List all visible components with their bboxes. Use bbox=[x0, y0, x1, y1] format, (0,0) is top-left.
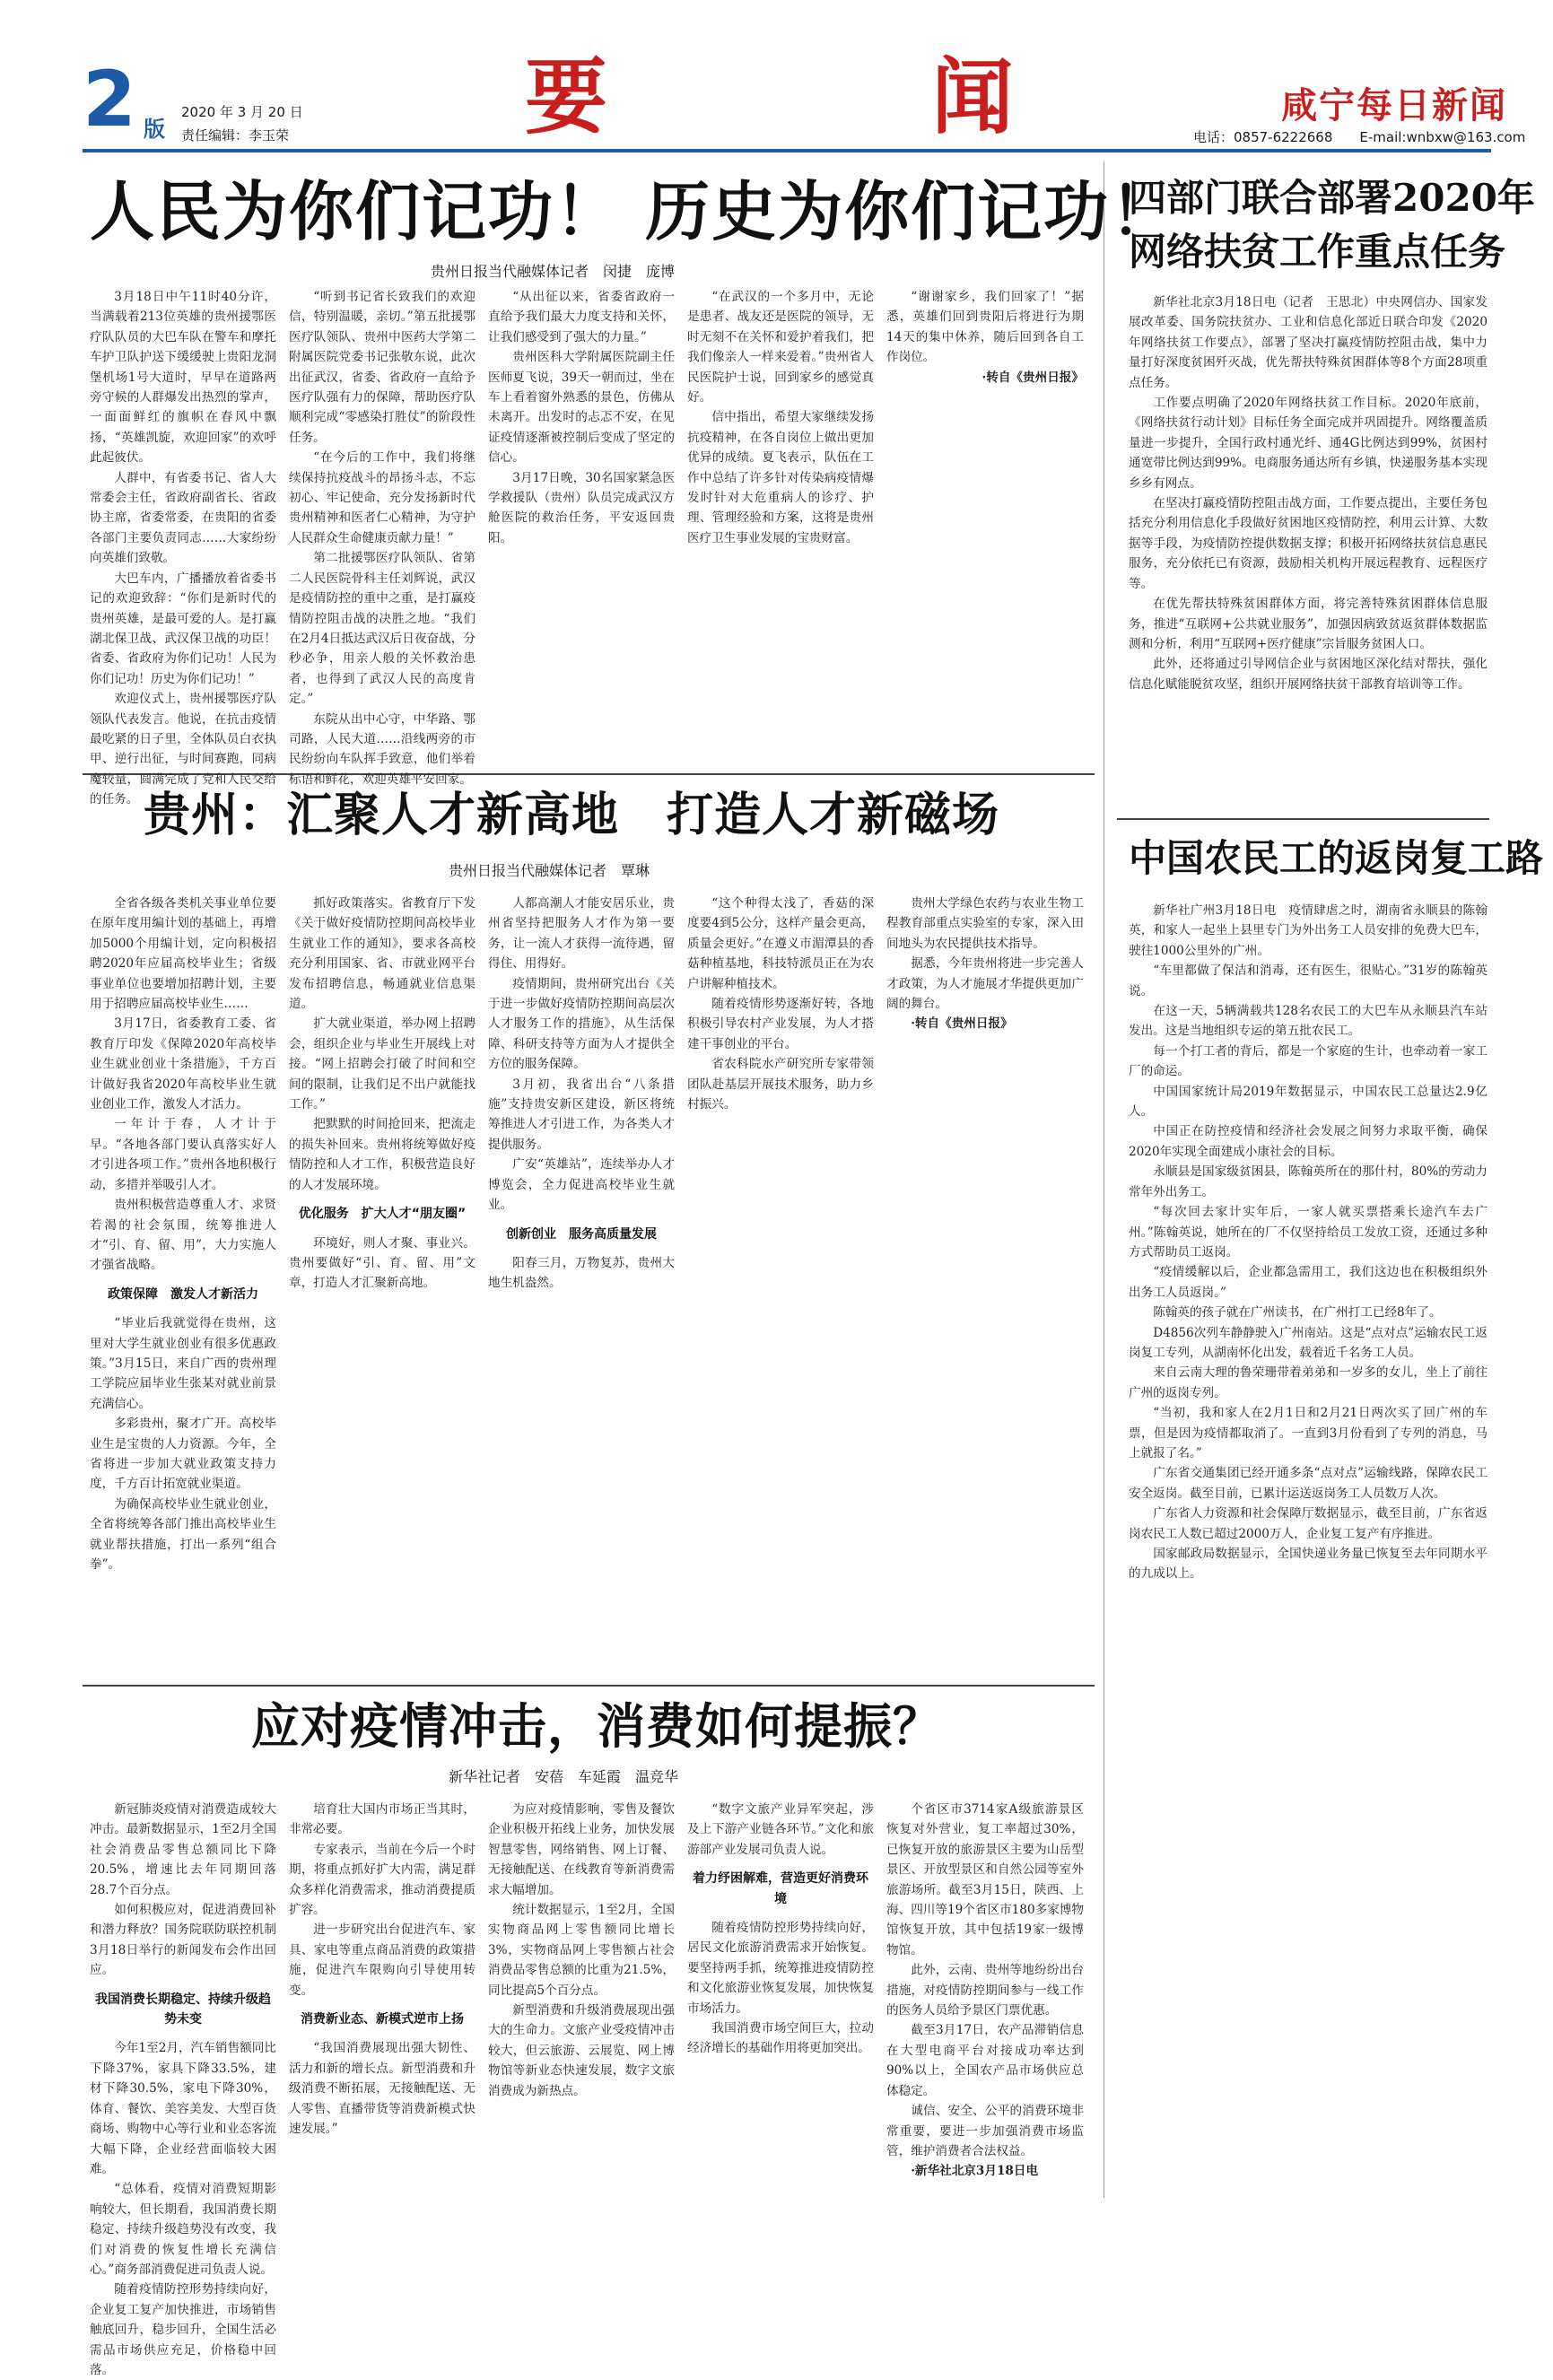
paragraph: “在今后的工作中，我们将继续保持抗疫战斗的昂扬斗志，不忘初心、牢记使命，充分发扬新时代贵州精神和医者仁心精神，为守护人民群众生命健康贡献力量！” bbox=[289, 450, 475, 545]
paragraph: 广安“英雄站”，连续举办人才博览会，全力促进高校毕业生就业。 bbox=[488, 1157, 675, 1213]
paragraph: 新冠肺炎疫情对消费造成较大冲击。最新数据显示，1至2月全国社会消费品零售总额同比下降20.5%，增速比去年同期回落28.7个百分点。 bbox=[90, 1802, 276, 1897]
subheading: 政策保障 激发人才新活力 bbox=[108, 1286, 258, 1302]
paragraph: 为应对疫情影响，零售及餐饮企业积极开拓线上业务，加快发展智慧零售，网络销售、网上订餐、无接触配送、在线教育等新消费需求大幅增加。 bbox=[488, 1802, 675, 1897]
article1-headline: 人民为你们记功！ 历史为你们记功！ bbox=[90, 173, 1177, 249]
paragraph: 此外，还将通过引导网信企业与贫困地区深化结对帮扶，强化信息化赋能脱贫攻坚，组织开展网络扶贫干部教育培训等工作。 bbox=[1129, 657, 1488, 692]
paragraph: 东院从出中心守，中华路、鄂司路，人民大道……沿线两旁的市民纷纷向车队挥手致意，他们举着标语和鲜花，欢迎英雄平安回家。 bbox=[289, 711, 475, 787]
right-article1-headline-line1: 四部门联合部署2020年 bbox=[1129, 176, 1535, 220]
paragraph: 欢迎仪式上，贵州援鄂医疗队领队代表发言。他说，在抗击疫情最吃紧的日子里，全体队员白衣执甲、逆行出征，与时间赛跑，同病魔较量，圆满完成了党和人民交给的任务。 bbox=[90, 692, 276, 807]
paragraph: 广东省人力资源和社会保障厅数据显示，截至目前，广东省返岗农民工人数已超过2000万人，企业复工复产有序推进。 bbox=[1129, 1506, 1488, 1541]
paragraph: 人都高潮人才能安居乐业，贵州省坚持把服务人才作为第一要务，让一流人才获得一流待遇，留得住、用得好。 bbox=[488, 896, 675, 972]
paragraph: 人群中，有省委书记、省人大常委会主任，省政府副省长、省政协主席，省委常委，在贵阳的省委各部门主要负责同志……大家纷纷向英雄们致敬。 bbox=[90, 470, 276, 566]
page-number: 2 bbox=[83, 55, 136, 144]
paragraph: 诚信、安全、公平的消费环境非常重要，要进一步加强消费市场监管，维护消费者合法权益。 bbox=[886, 2104, 1084, 2158]
paragraph: 进一步研究出台促进汽车、家具、家电等重点商品消费的政策措施，促进汽车限购向引导使用转变。 bbox=[289, 1922, 475, 1998]
article2-column-2 bbox=[289, 894, 475, 1670]
paragraph: 第二批援鄂医疗队领队、省第二人民医院骨科主任刘辉说，武汉是疫情防控的重中之重，是打赢疫情防控阻击战的决胜之地。“我们在2月4日抵达武汉后日夜奋战，分秒必争，用亲人般的关怀救治患者，也得到了武汉人民的高度肯定。” bbox=[289, 551, 475, 707]
paragraph: 贵州积极营造尊重人才、求贤若渴的社会氛围，统筹推进人才“引、育、留、用”，大力实施人才强省战略。 bbox=[90, 1198, 276, 1273]
right-divider bbox=[1117, 818, 1489, 820]
paragraph: “车里都做了保洁和消毒，还有医生，很贴心。”31岁的陈翰英说。 bbox=[1129, 963, 1488, 998]
paragraph: 全省各级各类机关事业单位要在原年度用编计划的基础上，再增加5000个用编计划，定向积极招聘2020年应届高校毕业生；省级事业单位也要增加招聘计划，主要用于招聘应届高校毕业生…… bbox=[90, 896, 276, 1012]
paragraph: 疫情期间，贵州研究出台《关于进一步做好疫情防控期间高层次人才服务工作的措施》，从生活保障、科研支持等方面为人才提供全方位的服务保障。 bbox=[488, 976, 675, 1072]
paragraph: 此外，云南、贵州等地纷纷出台措施，对疫情防控期间参与一线工作的医务人员给予景区门票优惠。 bbox=[886, 1963, 1084, 2018]
paragraph: “总体看，疫情对消费短期影响较大，但长期看，我国消费长期稳定、持续升级趋势没有改变，我们对消费的恢复性增长充满信心。”商务部消费促进司负责人说。 bbox=[90, 2182, 276, 2277]
subheading: 创新创业 服务高质量发展 bbox=[506, 1226, 657, 1242]
paragraph: 永顺县是国家级贫困县，陈翰英所在的那什村，80%的劳动力常年外出务工。 bbox=[1129, 1164, 1488, 1199]
article3-column-2 bbox=[289, 1800, 475, 2203]
paragraph: “数字文旅产业异军突起，涉及上下游产业链各环节。”文化和旅游部产业发展司负责人说。 bbox=[687, 1802, 874, 1857]
paragraph: 阳春三月，万物复苏，贵州大地生机盎然。 bbox=[488, 1255, 675, 1291]
right-article1-headline-line2: 网络扶贫工作重点任务 bbox=[1129, 230, 1506, 274]
article3-headline: 应对疫情冲击，消费如何提振？ bbox=[251, 1697, 942, 1755]
paragraph: 国家邮政局数据显示，全国快递业务量已恢复至去年同期水平的九成以上。 bbox=[1129, 1547, 1488, 1582]
paragraph: 省农科院水产研究所专家带领团队赴基层开展技术服务，助力乡村振兴。 bbox=[687, 1057, 874, 1112]
paragraph: 工作要点明确了2020年网络扶贫工作目标。2020年底前，《网络扶贫行动计划》目标任务全面完成并巩固提升。网络覆盖质量进一步提升，全国行政村通光纤、通4G比例达到99%，贫困村通宽带比例达到99%。电商服务通达所有乡镇，快递服务基本实现乡乡有网点。 bbox=[1129, 396, 1488, 491]
article1-column-4 bbox=[687, 287, 874, 761]
paragraph: 中国正在防控疫情和经济社会发展之间努力求取平衡，确保2020年实现全面建成小康社会的目标。 bbox=[1129, 1124, 1488, 1159]
paragraph: 来自云南大理的鲁荣珊带着弟弟和一岁多的女儿，坐上了前往广州的返岗专列。 bbox=[1129, 1365, 1488, 1400]
paragraph: 据悉，今年贵州将进一步完善人才政策，为人才施展才华提供更加广阔的舞台。 bbox=[886, 956, 1084, 1012]
page-unit: 版 bbox=[144, 116, 165, 142]
paragraph: “疫情缓解以后，企业都急需用工，我们这边也在积极组织外出务工人员返岗。” bbox=[1129, 1265, 1488, 1300]
paragraph: 3月18日中午11时40分许，当满载着213位英雄的贵州援鄂医疗队队员的大巴车队在警车和摩托车护卫队护送下缓缓驶上贵阳龙洞堡机场1号大道时，早早在道路两旁守候的人群爆发出热烈的掌声，一面面鲜红的旗帜在春风中飘扬，“英雄凯旋，欢迎回家”的欢呼此起彼伏。 bbox=[90, 290, 276, 466]
paragraph: “每次回去家计实年后，一家人就买票搭乘长途汽车去广州。”陈翰英说，她所在的厂不仅坚持给员工发放工资，还通过多种方式帮助员工返岗。 bbox=[1129, 1205, 1488, 1260]
paragraph: 在优先帮扶特殊贫困群体方面，将完善特殊贫困群体信息服务，推进“互联网+公共就业服务”，加强因病致贫返贫群体数据监测和分析，利用“互联网+医疗健康”宗旨服务贫困人口。 bbox=[1129, 597, 1488, 651]
paragraph: 扩大就业渠道，举办网上招聘会，组织企业与毕业生开展线上对接。“网上招聘会打破了时间和空间的限制，让我们足不出户就能找工作。” bbox=[289, 1016, 475, 1112]
source-credit: ·新华社北京3月18日电 bbox=[911, 2164, 1039, 2179]
article3-column-3 bbox=[488, 1800, 675, 2203]
article2-column-4 bbox=[687, 894, 874, 1670]
paragraph: 贵州医科大学附属医院副主任医师夏飞说，39天一朝而过，坐在车上看着窗外熟悉的景色，仿佛从未离开。出发时的忐忑不安，在见证疫情逐渐被控制后变成了坚定的信心。 bbox=[488, 350, 675, 466]
subheading: 着力纾困解难，营造更好消费环境 bbox=[693, 1871, 868, 1906]
article1-column-5 bbox=[886, 287, 1084, 761]
paragraph: “从出征以来，省委省政府一直给予我们最大力度支持和关怀，让我们感受到了强大的力量。” bbox=[488, 290, 675, 344]
paragraph: 个省区市3714家A级旅游景区恢复对外营业，复工率超过30%，已恢复开放的旅游景区主要为山岳型景区、开放型景区和自然公园等室外旅游场所。截至3月15日，陕西、上海、四川等19个省区市180多家博物馆恢复开放，其中包括19家一级博物馆。 bbox=[886, 1802, 1084, 1957]
paragraph: 如何积极应对，促进消费回补和潜力释放？国务院联防联控机制3月18日举行的新闻发布会作出回应。 bbox=[90, 1903, 276, 1978]
paragraph: 为确保高校毕业生就业创业，全省将统筹各部门推出高校毕业生就业帮扶措施，打出一系列“组合拳”。 bbox=[90, 1496, 276, 1572]
article1-byline: 贵州日报当代融媒体记者 闵捷 庞博 bbox=[431, 263, 676, 280]
paragraph: “这个种得太浅了，香菇的深度要4到5公分，这样产量会更高，质量会更好。”在遵义市湄潭县的香菇种植基地，科技特派员正在为农户讲解种植技术。 bbox=[687, 896, 874, 991]
paragraph: 抓好政策落实。省教育厅下发《关于做好疫情防控期间高校毕业生就业工作的通知》，要求各高校充分利用国家、省、市就业网平台发布招聘信息，畅通就业信息渠道。 bbox=[289, 896, 475, 1012]
paragraph: 大巴车内，广播播放着省委书记的欢迎致辞：“你们是新时代的贵州英雄，是最可爱的人。是打赢湖北保卫战、武汉保卫战的功臣！省委、省政府为你们记功！人民为你们记功！历史为你们记功！” bbox=[90, 571, 276, 686]
paragraph: “当初，我和家人在2月1日和2月21日两次买了回广州的车票，但是因为疫情都取消了。一直到3月份看到了专列的消息，马上就报了名。” bbox=[1129, 1406, 1488, 1460]
paragraph: 中国国家统计局2019年数据显示，中国农民工总量达2.9亿人。 bbox=[1129, 1084, 1488, 1120]
issue-date: 2020 年 3 月 20 日 bbox=[181, 104, 303, 120]
article-divider-2 bbox=[83, 1685, 1095, 1687]
paragraph: 截至3月17日，农产品滞销信息在大型电商平台对接成功率达到90%以上，全国农产品市场供应总体稳定。 bbox=[886, 2023, 1084, 2098]
article1-column-2 bbox=[289, 287, 475, 787]
right-article1-body bbox=[1129, 292, 1488, 807]
paragraph: “毕业后我就觉得在贵州，这里对大学生就业创业有很多优惠政策。”3月15日，来自广西的贵州理工学院应届毕业生张某对就业前景充满信心。 bbox=[90, 1316, 276, 1411]
subheading: 我国消费长期稳定、持续升级趋势未变 bbox=[95, 1992, 271, 2027]
article3-column-4 bbox=[687, 1800, 874, 2203]
right-article2-headline: 中国农民工的返岗复工路 bbox=[1129, 836, 1544, 880]
paragraph: 统计数据显示，1至2月，全国实物商品网上零售额同比增长3%，实物商品网上零售额占社会消费品零售总额的比重为21.5%，同比提高5个百分点。 bbox=[488, 1903, 675, 1998]
paragraph: 一年计于春，人才计于早。“各地各部门要认真落实好人才引进各项工作。”贵州各地积极行动，多措并举吸引人才。 bbox=[90, 1117, 276, 1192]
article2-byline: 贵州日报当代融媒体记者 覃琳 bbox=[449, 862, 650, 879]
paragraph: 陈翰英的孩子就在广州读书，在广州打工已经8年了。 bbox=[1153, 1305, 1442, 1321]
paragraph: 在这一天，5辆满载共128名农民工的大巴车从永顺县汽车站发出。这是当地组织专运的第五批农民工。 bbox=[1129, 1004, 1488, 1039]
subheading: 消费新业态、新模式逆市上扬 bbox=[301, 2012, 464, 2027]
paragraph: 把默默的时间抢回来，把流走的损失补回来。贵州将统筹做好疫情防控和人才工作，积极营造良好的人才发展环境。 bbox=[289, 1117, 475, 1192]
subheading: 优化服务 扩大人才“朋友圈” bbox=[298, 1207, 467, 1222]
paragraph: “在武汉的一个多月中，无论是患者、战友还是医院的领导，无时无刻不在关怀和爱护着我们，把我们像亲人一样来爱着。”贵州省人民医院护士说，回到家乡的感觉真好。 bbox=[687, 290, 874, 405]
section-title-char-1: 要 bbox=[525, 48, 608, 145]
paragraph: 培育壮大国内市场正当其时，非常必要。 bbox=[289, 1802, 475, 1837]
editor-credit: 责任编辑：李玉荣 bbox=[181, 127, 290, 144]
article2-column-1 bbox=[90, 894, 276, 1670]
paragraph: 广东省交通集团已经开通多条“点对点”运输线路，保障农民工安全返岗。截至目前，已累计运送返岗务工人员数万人次。 bbox=[1129, 1466, 1488, 1501]
article3-column-1 bbox=[90, 1800, 276, 2377]
paragraph: 今年1至2月，汽车销售额同比下降37%，家具下降33.5%，建材下降30.5%，家电下降30%，体育、餐饮、美容美发、大型百货商场、购物中心等行业和业态客流大幅下降，企业经营面临较大困难。 bbox=[90, 2041, 276, 2176]
paragraph: 随着疫情防控形势持续向好，居民文化旅游消费需求开始恢复。要坚持两手抓，统筹推进疫情防控和文化旅游业恢复发展，加快恢复市场活力。 bbox=[687, 1921, 874, 2016]
paragraph: 随着疫情形势逐渐好转，各地积极引导农村产业发展，为人才搭建干事创业的平台。 bbox=[687, 997, 874, 1051]
right-article2-body bbox=[1129, 901, 1488, 2203]
article2-column-3 bbox=[488, 894, 675, 1670]
paragraph: “谢谢家乡，我们回家了！”据悉，英雄们回到贵阳后将进行为期14天的集中休养，随后回到各自工作岗位。 bbox=[886, 290, 1084, 365]
source-credit: ·转自《贵州日报》 bbox=[982, 370, 1084, 385]
article1-column-1 bbox=[90, 287, 276, 807]
paragraph: 3月17日，省委教育工委、省教育厅印发《保障2020年高校毕业生就业创业十条措施》，千方百计做好我省2020年高校毕业生就业创业工作，激发人才活力。 bbox=[90, 1016, 276, 1112]
paragraph: 新华社北京3月18日电（记者 王思北）中央网信办、国家发展改革委、国务院扶贫办、工业和信息化部近日联合印发《2020年网络扶贫工作要点》，部署了坚决打赢疫情防控阻击战，集中力量打好深度贫困歼灭战，优先帮扶特殊贫困群体等8个方面28项重点任务。 bbox=[1129, 295, 1488, 390]
paragraph: 新型消费和升级消费展现出强大的生命力。文旅产业受疫情冲击较大，但云旅游、云展览、网上博物馆等新业态快速发展，数字文旅消费成为新热点。 bbox=[488, 2003, 675, 2098]
masthead-rule bbox=[83, 149, 1491, 153]
paragraph: 贵州大学绿色农药与农业生物工程教育部重点实验室的专家，深入田间地头为农民提供技术指导。 bbox=[886, 896, 1084, 951]
article2-headline: 贵州：汇聚人才新高地 打造人才新磁场 bbox=[144, 788, 1000, 842]
paragraph: “我国消费展现出强大韧性、活力和新的增长点。新型消费和升级消费不断拓展，无接触配送、无人零售、直播带货等消费新模式快速发展。” bbox=[289, 2041, 475, 2137]
paragraph: 我国消费市场空间巨大，拉动经济增长的基础作用将更加突出。 bbox=[687, 2021, 874, 2056]
paragraph: 信中指出，希望大家继续发扬抗疫精神，在各自岗位上做出更加优异的成绩。夏飞表示，队伍在工作中总结了许多针对传染病疫情爆发时针对大危重病人的诊疗、护理、管理经验和方案，这将是贵州医疗卫生事业发展的宝贵财富。 bbox=[687, 410, 874, 545]
paragraph: 3月初，我省出台“八条措施”支持贵安新区建设，新区将统筹推进人才引进工作，为各类人才提供服务。 bbox=[488, 1077, 675, 1152]
source-credit: ·转自《贵州日报》 bbox=[911, 1016, 1013, 1032]
paragraph: D4856次列车静静驶入广州南站。这是“点对点”运输农民工返岗复工专列，从湖南怀化出发，载着近千名务工人员。 bbox=[1129, 1325, 1488, 1360]
paragraph: 3月17日晚，30名国家紧急医学救援队（贵州）队员完成武汉方舱医院的救治任务，平安返回贵阳。 bbox=[488, 470, 675, 545]
paragraph: 专家表示，当前在今后一个时期，将重点抓好扩大内需，满足群众多样化消费需求，推动消费提质扩容。 bbox=[289, 1842, 475, 1918]
article3-column-5 bbox=[886, 1800, 1084, 2203]
article2-column-5 bbox=[886, 894, 1084, 1670]
article1-column-3 bbox=[488, 287, 675, 761]
paragraph: 环境好，则人才聚、事业兴。贵州要做好“引、育、留、用”文章，打造人才汇聚新高地。 bbox=[289, 1235, 475, 1291]
article3-byline: 新华社记者 安蓓 车延霞 温竞华 bbox=[449, 1768, 679, 1785]
paragraph: 在坚决打赢疫情防控阻击战方面，工作要点提出，主要任务包括充分利用信息化手段做好贫困地区疫情防控，利用云计算、大数据等手段，为疫情防控提供数据支撑；积极开拓网络扶贫信息惠民服务，充分依托已有资源，鼓励相关机构开展远程教育、远程医疗等。 bbox=[1129, 496, 1488, 591]
paragraph: 多彩贵州，聚才广开。高校毕业生是宝贵的人力资源。今年，全省将进一步加大就业政策支持力度，千方百计拓宽就业渠道。 bbox=[90, 1417, 276, 1492]
paragraph: “听到书记省长致我们的欢迎信，特别温暖，亲切。”第五批援鄂医疗队领队、贵州中医药大学第二附属医院党委书记张敬东说，此次出征武汉，省委、省政府一直给予医疗队强有力的保障，帮助医疗队顺利完成“零感染打胜仗”的阶段性任务。 bbox=[289, 290, 475, 445]
newspaper-name: 咸宁每日新闻 bbox=[1281, 84, 1507, 126]
paragraph: 每一个打工者的背后，都是一个家庭的生计，也牵动着一家工厂的命运。 bbox=[1129, 1043, 1488, 1079]
paragraph: 新华社广州3月18日电 疫情肆虐之时，湖南省永顺县的陈翰英，和家人一起坐上县里专门为外出务工人员安排的免费大巴车，驶往1000公里外的广州。 bbox=[1129, 903, 1488, 958]
paragraph: 随着疫情防控形势持续向好，企业复工复产加快推进，市场销售触底回升，稳步回升，全国生活必需品市场供应充足，价格稳中回落。 bbox=[90, 2282, 276, 2377]
section-title-char-2: 闻 bbox=[931, 48, 1015, 145]
contact-info: 电话：0857-6222668 E-mail:wnbxw@163.com bbox=[1193, 129, 1526, 145]
